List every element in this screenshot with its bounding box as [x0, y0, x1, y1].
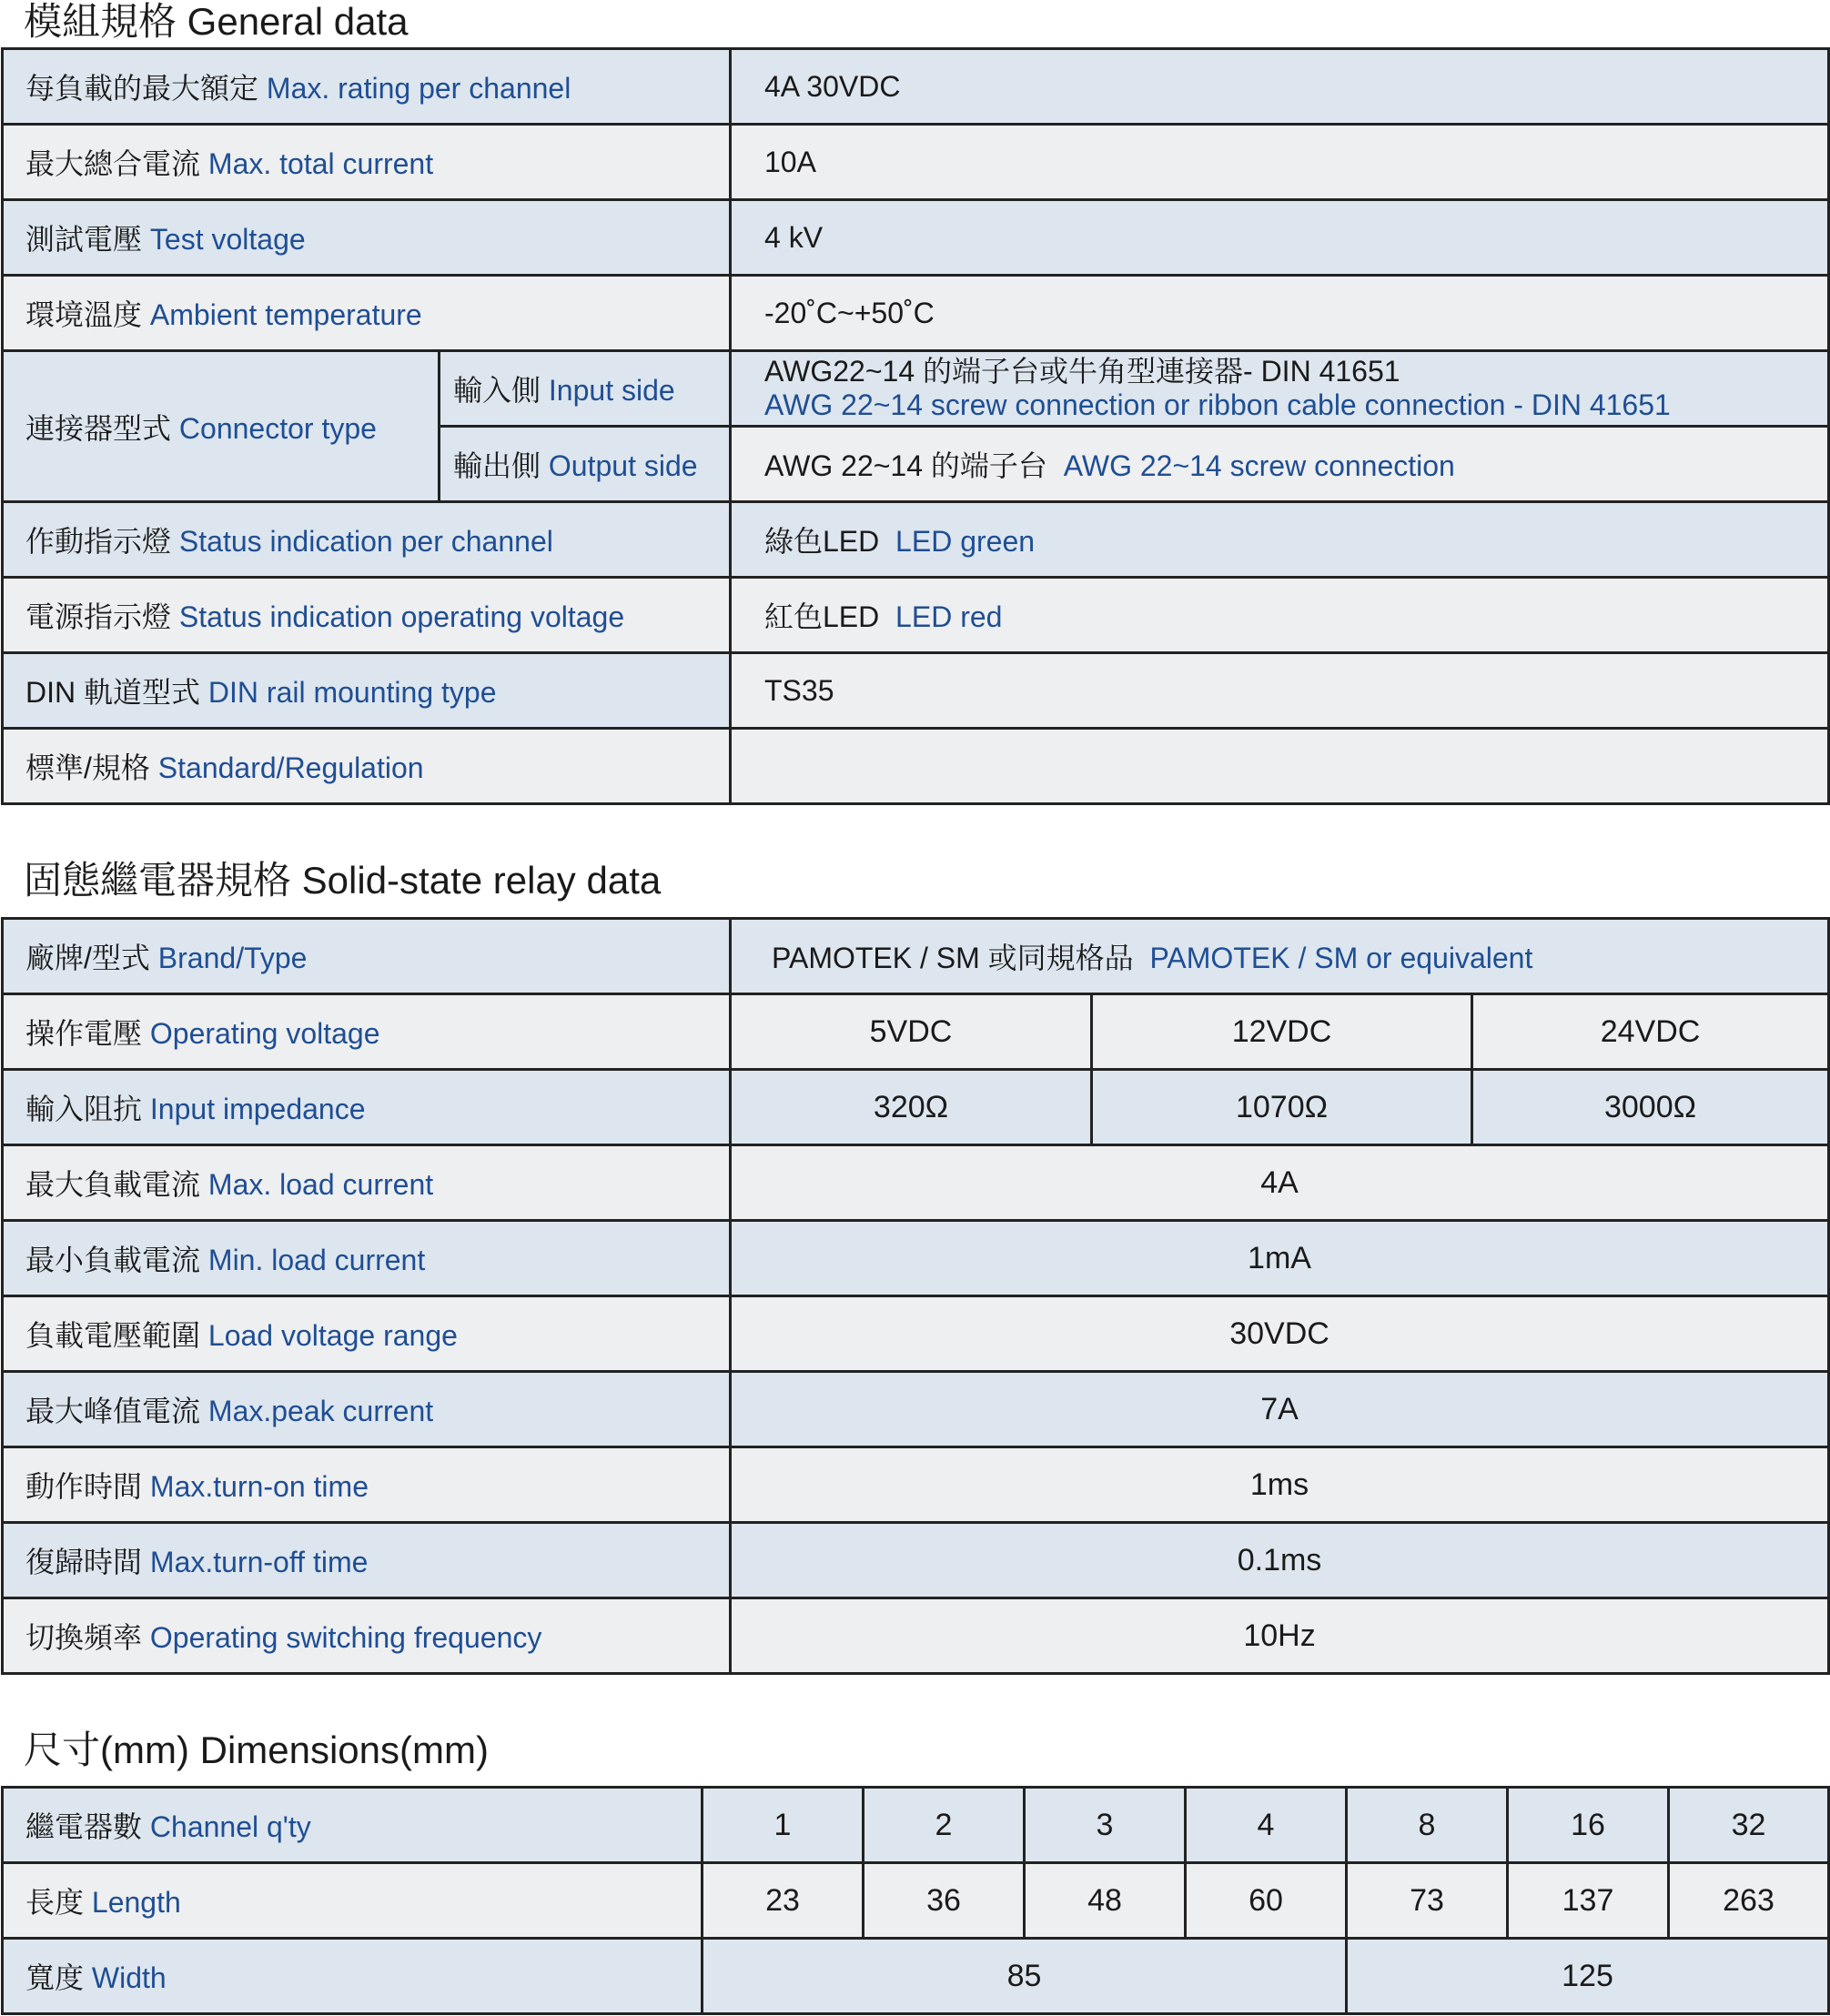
- row-label: 繼電器數 Channel q'ty: [3, 1788, 703, 1863]
- table-row: [3, 1372, 1829, 1447]
- dimensions-table: [1, 1786, 1830, 2015]
- table-row: [3, 1939, 1829, 2014]
- row-label: 寬度 Width: [3, 1939, 703, 2014]
- table-cell: 263: [1669, 1863, 1829, 1939]
- table-row: [3, 729, 1829, 804]
- row-label: 最大負載電流 Max. load current: [3, 1145, 731, 1221]
- general-data-table: [1, 47, 1830, 805]
- table-row: [3, 1447, 1829, 1523]
- table-cell: 48: [1025, 1863, 1186, 1939]
- relay-data-title: 固態繼電器規格 Solid-state relay data: [24, 859, 662, 902]
- row-value: 0.1ms: [731, 1523, 1829, 1598]
- row-value: TS35: [731, 653, 1829, 729]
- table-row: [3, 653, 1829, 729]
- row-value: 紅色LED LED red: [731, 578, 1829, 653]
- table-cell: 85: [703, 1939, 1347, 2014]
- row-value: 10A: [731, 125, 1829, 200]
- row-label: 標準/規格 Standard/Regulation: [3, 729, 731, 804]
- table-cell: 1: [703, 1788, 864, 1863]
- row-value: 30VDC: [731, 1296, 1829, 1372]
- row-label: 每負載的最大額定 Max. rating per channel: [3, 49, 731, 125]
- table-row: [3, 49, 1829, 125]
- row-label: 負載電壓範圍 Load voltage range: [3, 1296, 731, 1372]
- table-row: [3, 1598, 1829, 1674]
- table-row: [3, 919, 1829, 994]
- output-side-value: AWG 22~14 的端子台 AWG 22~14 screw connection: [731, 427, 1829, 502]
- row-label: 動作時間 Max.turn-on time: [3, 1447, 731, 1523]
- table-cell: 32: [1669, 1788, 1829, 1863]
- table-cell: 24VDC: [1472, 994, 1829, 1070]
- input-side-value: AWG22~14 的端子台或牛角型連接器- DIN 41651 AWG 22~14 screw connection or ribbon cable connection - DIN 41651: [731, 351, 1829, 427]
- table-cell: 23: [703, 1863, 864, 1939]
- row-label: 最大峰值電流 Max.peak current: [3, 1372, 731, 1447]
- row-value: 4A: [731, 1145, 1829, 1221]
- row-value: [731, 729, 1829, 804]
- row-value: 10Hz: [731, 1598, 1829, 1674]
- table-row: [3, 1070, 1829, 1145]
- row-value: 4A 30VDC: [731, 49, 1829, 125]
- table-cell: 3: [1025, 1788, 1186, 1863]
- table-cell: 3000Ω: [1472, 1070, 1829, 1145]
- relay-data-table: [1, 917, 1830, 1675]
- row-label: 環境溫度 Ambient temperature: [3, 276, 731, 351]
- row-label: 最大總合電流 Max. total current: [3, 125, 731, 200]
- table-cell: 4: [1186, 1788, 1347, 1863]
- row-label: 廠牌/型式 Brand/Type: [3, 919, 731, 994]
- row-label: DIN 軌道型式 DIN rail mounting type: [3, 653, 731, 729]
- table-row: [3, 200, 1829, 276]
- table-row: [3, 1296, 1829, 1372]
- table-cell: 60: [1186, 1863, 1347, 1939]
- input-side-label: 輸入側 Input side: [440, 351, 731, 427]
- table-row: [3, 1788, 1829, 1863]
- row-label: 最小負載電流 Min. load current: [3, 1221, 731, 1296]
- row-value: 7A: [731, 1372, 1829, 1447]
- row-label: 操作電壓 Operating voltage: [3, 994, 731, 1070]
- connector-type-label: 連接器型式 Connector type: [3, 351, 440, 502]
- output-side-label: 輸出側 Output side: [440, 427, 731, 502]
- row-label: 輸入阻抗 Input impedance: [3, 1070, 731, 1145]
- table-row: [3, 994, 1829, 1070]
- table-row: [3, 1221, 1829, 1296]
- row-label: 復歸時間 Max.turn-off time: [3, 1523, 731, 1598]
- row-value: 1mA: [731, 1221, 1829, 1296]
- table-row: [3, 502, 1829, 578]
- row-label: 長度 Length: [3, 1863, 703, 1939]
- row-value: 4 kV: [731, 200, 1829, 276]
- table-row: [3, 1523, 1829, 1598]
- table-cell: 137: [1508, 1863, 1669, 1939]
- table-cell: 16: [1508, 1788, 1669, 1863]
- general-data-title: 模組規格 General data: [24, 0, 409, 43]
- table-cell: 125: [1347, 1939, 1829, 2014]
- table-row: [3, 276, 1829, 351]
- row-label: 測試電壓 Test voltage: [3, 200, 731, 276]
- table-row: [3, 1145, 1829, 1221]
- table-row: [3, 351, 1829, 427]
- table-cell: 320Ω: [731, 1070, 1092, 1145]
- dimensions-title: 尺寸(mm) Dimensions(mm): [24, 1729, 489, 1771]
- row-value: 1ms: [731, 1447, 1829, 1523]
- table-cell: 5VDC: [731, 994, 1092, 1070]
- row-value: -20˚C~+50˚C: [731, 276, 1829, 351]
- table-cell: 73: [1347, 1863, 1508, 1939]
- table-cell: 36: [864, 1863, 1025, 1939]
- table-cell: 8: [1347, 1788, 1508, 1863]
- table-cell: 12VDC: [1092, 994, 1472, 1070]
- table-cell: 2: [864, 1788, 1025, 1863]
- table-row: [3, 125, 1829, 200]
- row-label: 電源指示燈 Status indication operating voltage: [3, 578, 731, 653]
- row-label: 作動指示燈 Status indication per channel: [3, 502, 731, 578]
- row-label: 切換頻率 Operating switching frequency: [3, 1598, 731, 1674]
- table-row: [3, 578, 1829, 653]
- row-value: 綠色LED LED green: [731, 502, 1829, 578]
- table-row: [3, 1863, 1829, 1939]
- row-value: PAMOTEK / SM 或同規格品 PAMOTEK / SM or equivalent: [731, 919, 1829, 994]
- table-cell: 1070Ω: [1092, 1070, 1472, 1145]
